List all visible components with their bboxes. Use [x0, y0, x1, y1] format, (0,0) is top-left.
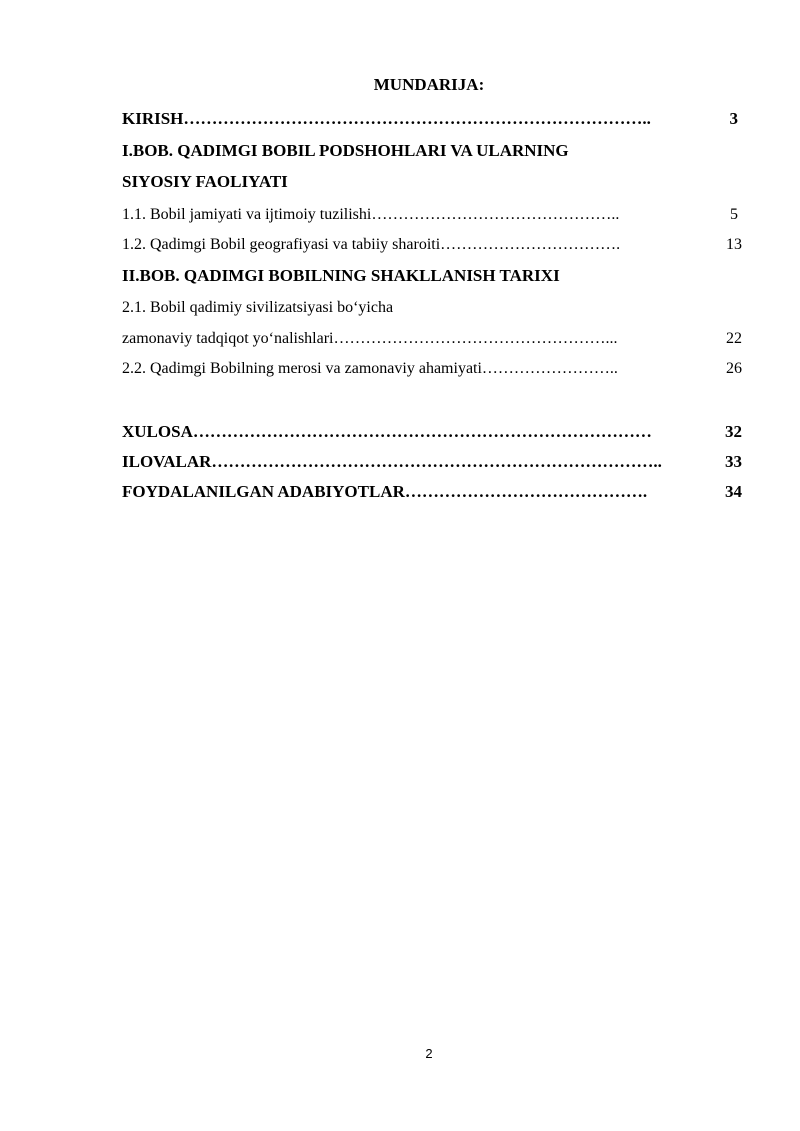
toc-entry-2-1	[122, 296, 742, 320]
toc-entry-text: ILOVALAR……………………………………………………………………..	[122, 452, 662, 471]
toc-chapter-2-heading	[122, 264, 742, 288]
toc-entry-page: 3	[729, 109, 738, 128]
toc-entry-page: 5	[730, 206, 738, 223]
toc-chapter-1-heading	[122, 139, 742, 163]
toc-entry-text: 2.1. Bobil qadimiy sivilizatsiyasi bo‘yicha	[122, 299, 394, 316]
toc-entry-page: 33	[725, 452, 742, 471]
toc-entry-xulosa	[122, 420, 742, 444]
toc-entry-2-2	[122, 357, 742, 381]
toc-entry-1-1	[122, 203, 742, 227]
toc-entry-page: 13	[726, 236, 742, 253]
toc-entry-text: I.BOB. QADIMGI BOBIL PODSHOHLARI VA ULARNING	[122, 141, 569, 160]
toc-entry-text: zamonaviy tadqiqot yo‘nalishlari……………………………………………...	[122, 330, 618, 347]
toc-entry-text: SIYOSIY FAOLIYATI	[122, 172, 288, 191]
toc-entry-text: FOYDALANILGAN ADABIYOTLAR…………………………………….	[122, 482, 648, 501]
toc-entry-2-1-cont	[122, 327, 742, 351]
toc-entry-kirish	[122, 107, 742, 131]
toc-entry-page: 34	[725, 482, 742, 501]
toc-entry-page: 22	[726, 330, 742, 347]
toc-entry-page: 32	[725, 422, 742, 441]
toc-entry-text: 1.1. Bobil jamiyati va ijtimoiy tuzilishi………………………………………..	[122, 206, 620, 223]
page-number: 2	[425, 1046, 433, 1061]
toc-entry-text: KIRISH………………………………………………………………………..	[122, 109, 651, 128]
toc-entry-text: II.BOB. QADIMGI BOBILNING SHAKLLANISH TARIXI	[122, 266, 560, 285]
toc-chapter-1-heading-cont	[122, 170, 742, 194]
toc-entry-text: XULOSA………………………………………………………………………	[122, 422, 652, 441]
toc-entry-adabiyotlar	[122, 480, 742, 504]
toc-entry-text: 1.2. Qadimgi Bobil geografiyasi va tabiiy sharoiti…………………………….	[122, 236, 621, 253]
toc-entry-ilovalar	[122, 450, 742, 474]
toc-entry-1-2	[122, 233, 742, 257]
toc-entry-text: 2.2. Qadimgi Bobilning merosi va zamonaviy ahamiyati……………………..	[122, 360, 618, 377]
toc-title: MUNDARIJA:	[373, 75, 485, 94]
toc-entry-page: 26	[726, 360, 742, 377]
